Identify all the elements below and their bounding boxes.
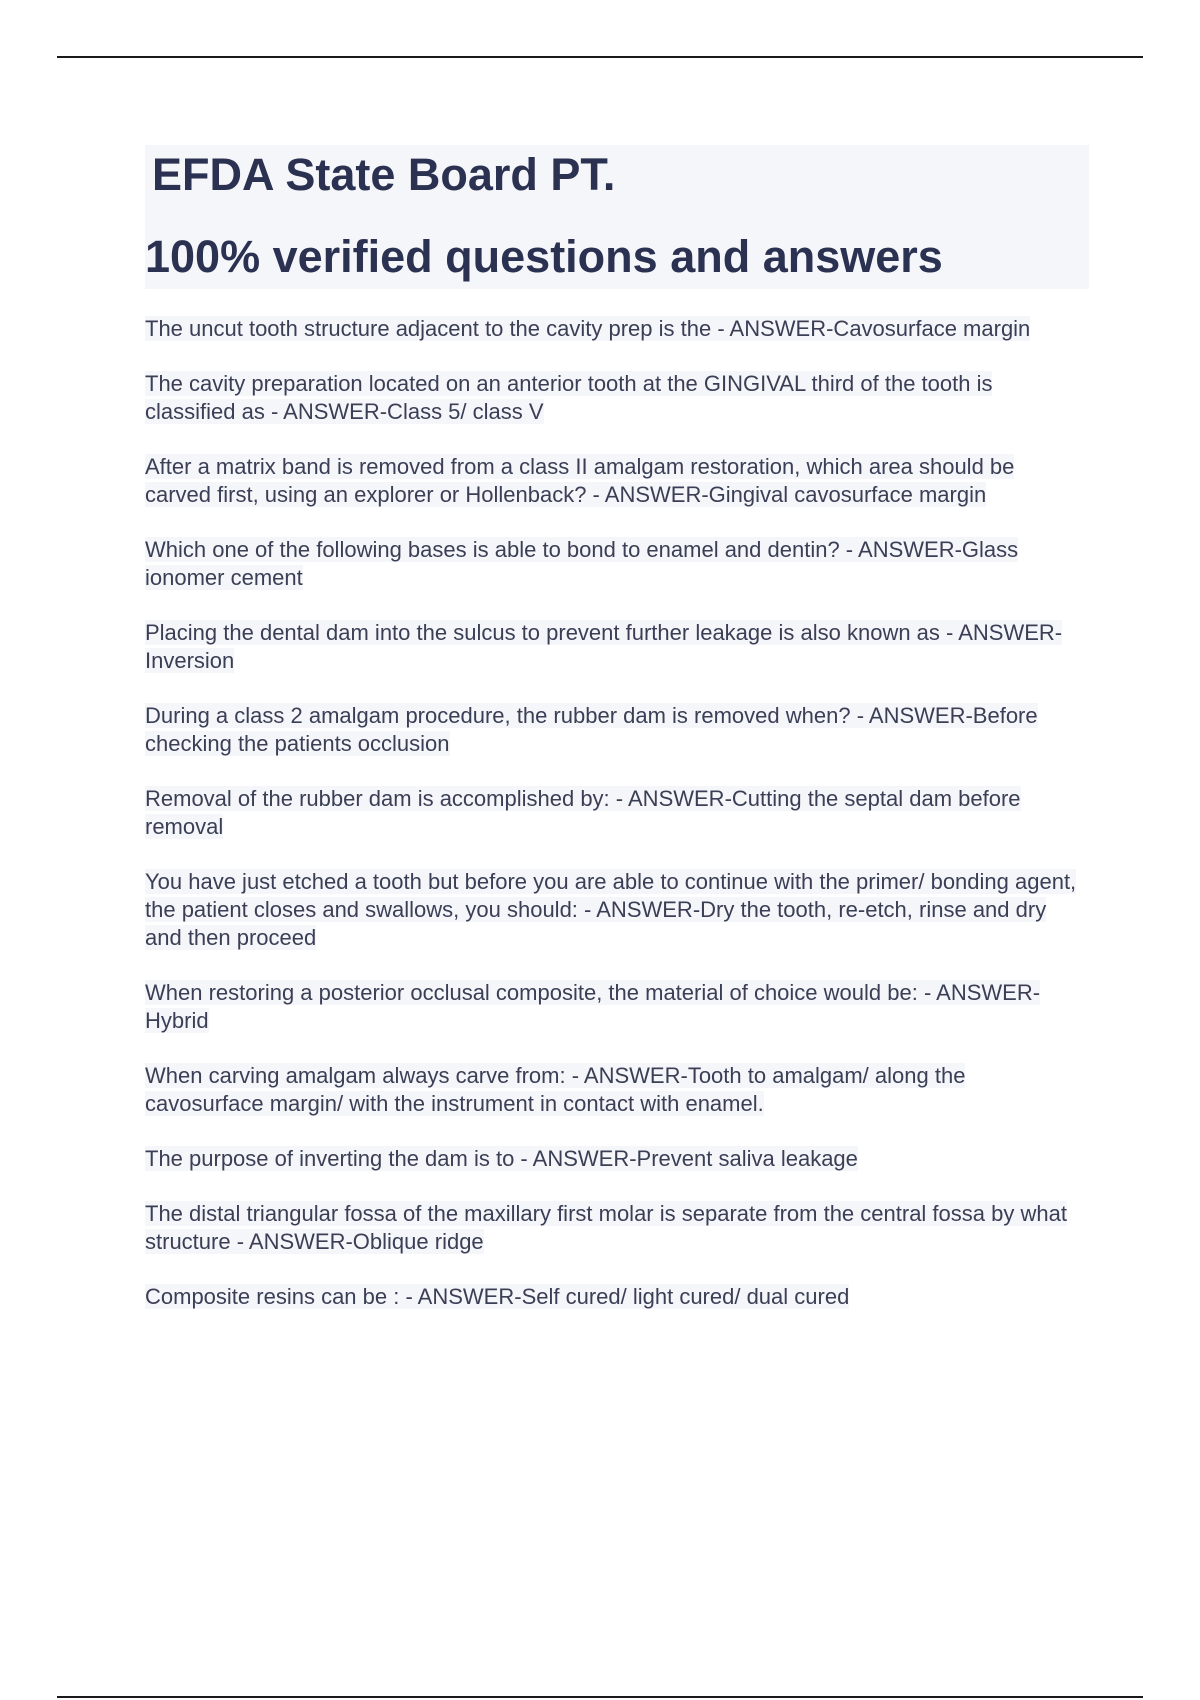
qa-item (145, 315, 1089, 343)
qa-item (145, 1200, 1089, 1256)
qa-text: You have just etched a tooth but before you are able to continue with the primer/ bonding agent, the patient closes and swallows, you should: - ANSWER-Dry the tooth, re-etch, rinse and dry and then proceed (145, 869, 1077, 950)
qa-text: Composite resins can be : - ANSWER-Self cured/ light cured/ dual cured (145, 1284, 850, 1309)
qa-text: The uncut tooth structure adjacent to the cavity prep is the - ANSWER-Cavosurface margin (145, 316, 1031, 341)
qa-text: During a class 2 amalgam procedure, the rubber dam is removed when? - ANSWER-Before checking the patients occlusion (145, 703, 1038, 756)
qa-item (145, 1283, 1089, 1311)
title-block (145, 145, 1089, 289)
footer-rule (57, 1696, 1143, 1698)
qa-text: Which one of the following bases is able to bond to enamel and dentin? - ANSWER-Glass ionomer cement (145, 537, 1019, 590)
qa-item (145, 453, 1089, 509)
document-body (145, 145, 1089, 1338)
qa-item (145, 370, 1089, 426)
qa-text: After a matrix band is removed from a class II amalgam restoration, which area should be carved first, using an explorer or Hollenback? - ANSWER-Gingival cavosurface margin (145, 454, 1015, 507)
qa-item (145, 868, 1089, 952)
qa-item (145, 979, 1089, 1035)
document-title: EFDA State Board PT. (152, 149, 616, 200)
qa-item (145, 619, 1089, 675)
qa-item (145, 1062, 1089, 1118)
qa-text: The cavity preparation located on an anterior tooth at the GINGIVAL third of the tooth is classified as - ANSWER-Class 5/ class V (145, 371, 993, 424)
qa-text: When carving amalgam always carve from: - ANSWER-Tooth to amalgam/ along the cavosurface margin/ with the instrument in contact with enamel. (145, 1063, 966, 1116)
qa-text: The distal triangular fossa of the maxillary first molar is separate from the central fossa by what structure - ANSWER-Oblique ridge (145, 1201, 1067, 1254)
qa-text: When restoring a posterior occlusal composite, the material of choice would be: - ANSWER-Hybrid (145, 980, 1041, 1033)
qa-item (145, 536, 1089, 592)
qa-item (145, 702, 1089, 758)
header-rule (57, 56, 1143, 58)
qa-text: Removal of the rubber dam is accomplished by: - ANSWER-Cutting the septal dam before removal (145, 786, 1021, 839)
document-subtitle: 100% verified questions and answers (145, 231, 943, 282)
qa-list (145, 315, 1089, 1311)
qa-item (145, 785, 1089, 841)
qa-item (145, 1145, 1089, 1173)
qa-text: The purpose of inverting the dam is to - ANSWER-Prevent saliva leakage (145, 1146, 858, 1171)
qa-text: Placing the dental dam into the sulcus to prevent further leakage is also known as - ANSWER-Inversion (145, 620, 1063, 673)
